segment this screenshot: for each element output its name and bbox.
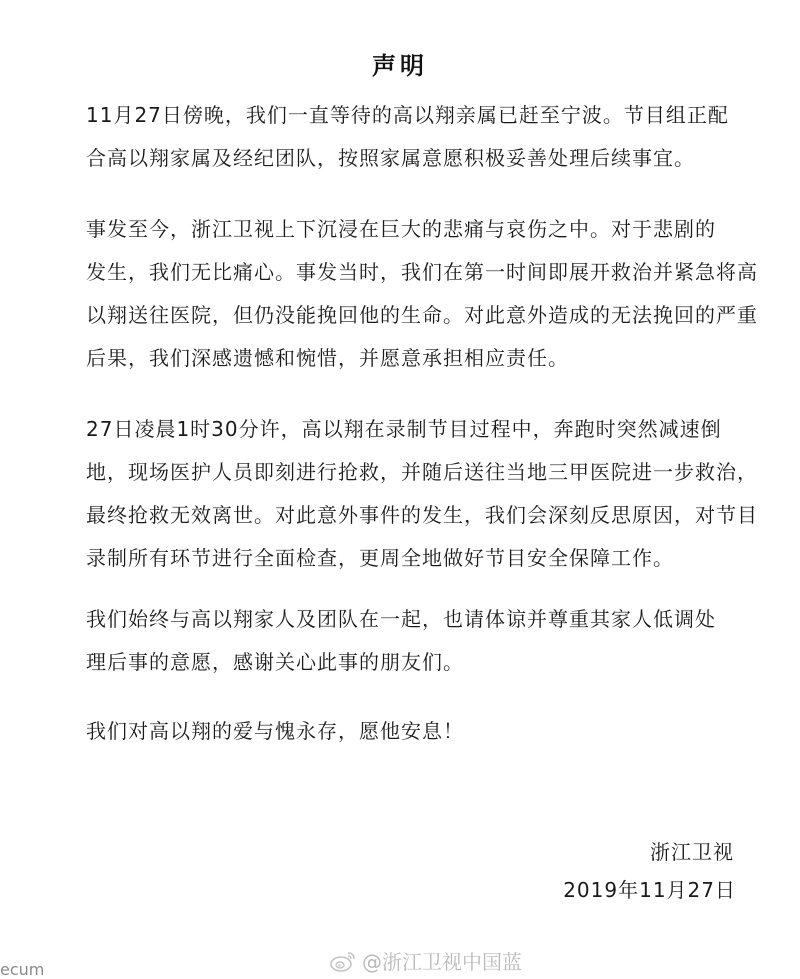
paragraph-line: 我们对高以翔的爱与愧永存，愿他安息！: [86, 719, 464, 743]
signature-date: 2019年11月27日: [563, 878, 736, 902]
paragraph-line: 11月27日傍晚，我们一直等待的高以翔亲属已赶至宁波。节目组正配: [86, 103, 729, 127]
paragraph-line: 理后事的意愿，感谢关心此事的朋友们。: [86, 650, 464, 674]
paragraph-line: 最终抢救无效离世。对此意外事件的发生，我们会深刻反思原因，对节目: [86, 503, 758, 527]
statement-title: 声明: [372, 52, 428, 80]
paragraph-line: 以翔送往医院，但仍没能挽回他的生命。对此意外造成的无法挽回的严重: [86, 303, 758, 327]
weibo-watermark: [330, 946, 522, 975]
corner-text: ecum: [0, 960, 45, 979]
paragraph-line: 事发至今，浙江卫视上下沉浸在巨大的悲痛与哀伤之中。对于悲剧的: [86, 217, 716, 241]
weibo-icon: [330, 950, 356, 972]
paragraph-4: [86, 598, 766, 684]
paragraph-line: 我们始终与高以翔家人及团队在一起，也请体谅并尊重其家人低调处: [86, 607, 716, 631]
paragraph-3: [86, 408, 766, 580]
paragraph-line: 27日凌晨1时30分许，高以翔在录制节目过程中，奔跑时突然减速倒: [86, 417, 722, 441]
paragraph-2: [86, 208, 766, 380]
paragraph-line: 后果，我们深感遗憾和惋惜，并愿意承担相应责任。: [86, 346, 569, 370]
signature-org: 浙江卫视: [650, 840, 734, 864]
paragraph-1: [86, 94, 766, 180]
watermark-text: @浙江卫视中国蓝: [362, 950, 522, 974]
paragraph-5: [86, 710, 766, 753]
paragraph-line: 合高以翔家属及经纪团队，按照家属意愿积极妥善处理后续事宜。: [86, 146, 695, 170]
paragraph-line: 地，现场医护人员即刻进行抢救，并随后送往当地三甲医院进一步救治，: [86, 460, 758, 484]
paragraph-line: 录制所有环节进行全面检查，更周全地做好节目安全保障工作。: [86, 546, 674, 570]
paragraph-line: 发生，我们无比痛心。事发当时，我们在第一时间即展开救治并紧急将高: [86, 260, 758, 284]
